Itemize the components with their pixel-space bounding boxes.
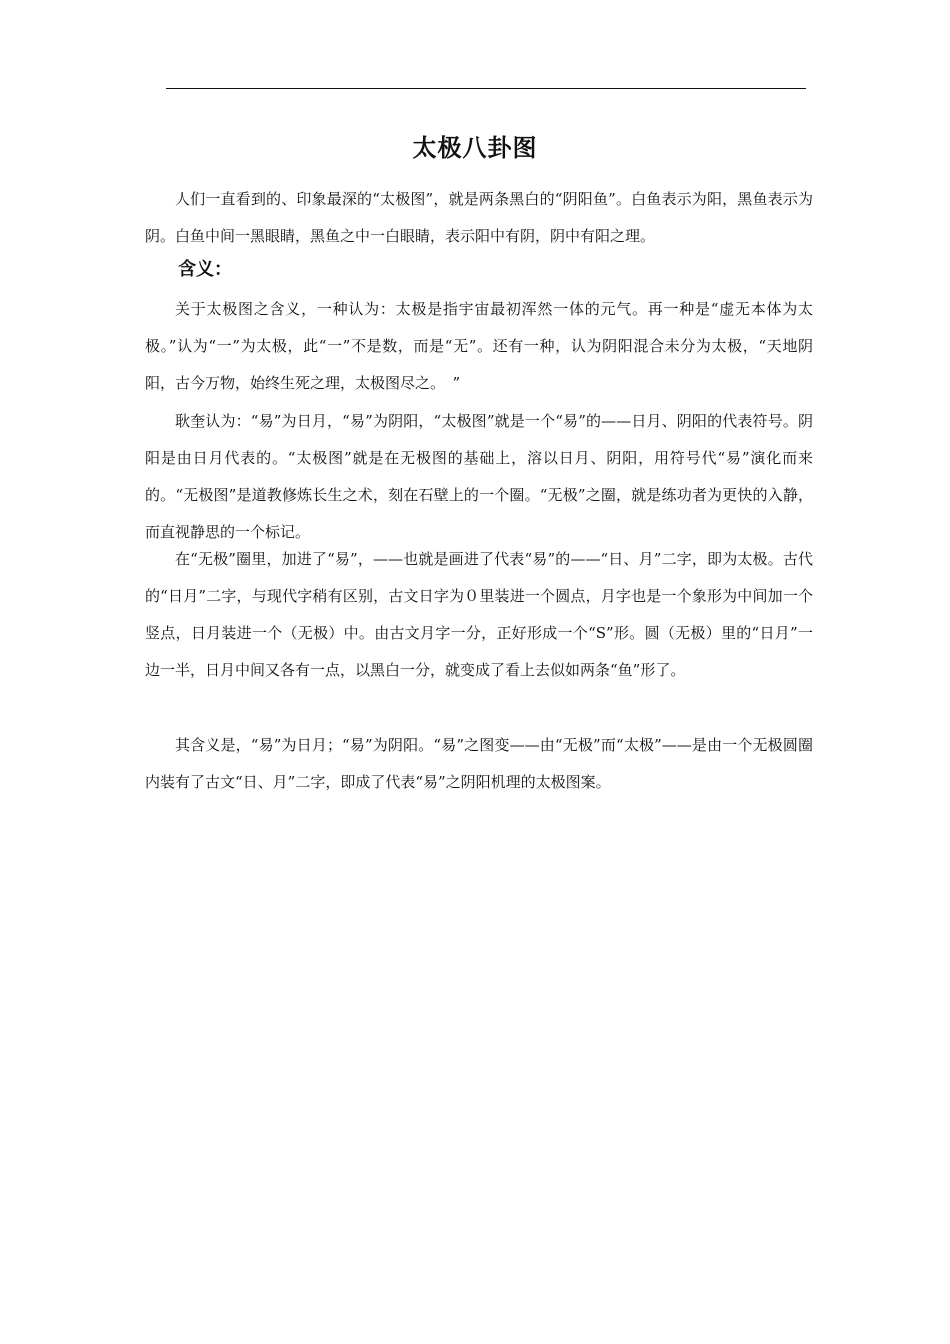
section-heading: 含义： xyxy=(178,259,232,280)
body-paragraph: 在“无极”圈里，加进了“易”，——也就是画进了代表“易”的——“日、月”二字，即为太极。古代的“日月”二字，与现代字稍有区别，古文日字为０里装进一个圆点，月字也是一个象形为中间加一个竖点，日月装进一个（无极）中。由古文月字一分，正好形成一个“S”形。圆（无极）里的“日月”一边一半，日月中间又各有一点，以黑白一分，就变成了看上去似如两条“鱼”形了。 xyxy=(145,550,813,679)
body-paragraph: 关于太极图之含义，一种认为：太极是指宇宙最初浑然一体的元气。再一种是“虚无本体为太极。”认为“一”为太极，此“一”不是数，而是“无”。还有一种，认为阴阳混合未分为太极，“天地阴阳，古今万物，始终生死之理，太极图尽之。 ” xyxy=(145,300,813,392)
body-paragraph: 耿奎认为：“易”为日月，“易”为阴阳，“太极图”就是一个“易”的——日月、阴阳的代表符号。阴阳是由日月代表的。“太极图”就是在无极图的基础上，溶以日月、阴阳，用符号代“易”演化而来的。“无极图”是道教修炼长生之术，刻在石壁上的一个圈。“无极”之圈，就是练功者为更快的入静，而直视静思的一个标记。 xyxy=(145,412,813,541)
intro-paragraph: 人们一直看到的、印象最深的“太极图”，就是两条黑白的“阴阳鱼”。白鱼表示为阳，黑鱼表示为阴。白鱼中间一黑眼睛，黑鱼之中一白眼睛，表示阳中有阴，阴中有阳之理。 xyxy=(145,190,813,245)
body-paragraph: 其含义是，“易”为日月；“易”为阴阳。“易”之图变——由“无极”而“太极”——是由一个无极圆圈内装有了古文“日、月”二字，即成了代表“易”之阴阳机理的太极图案。 xyxy=(145,736,813,791)
header-rule xyxy=(166,88,806,89)
document-title: 太极八卦图 xyxy=(412,134,538,162)
